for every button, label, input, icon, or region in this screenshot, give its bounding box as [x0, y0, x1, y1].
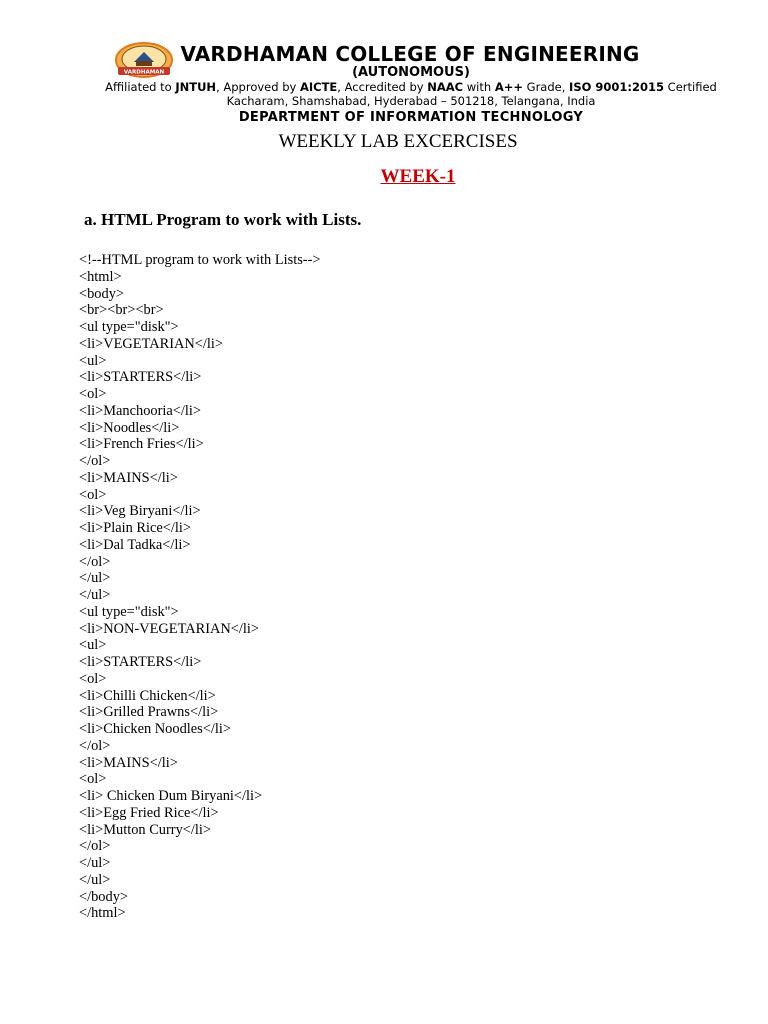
code-line: <ul> [79, 352, 107, 369]
logo-text: VARDHAMAN [123, 69, 165, 76]
affiliation-text: Certified [664, 80, 717, 94]
code-line: </ol> [79, 553, 111, 570]
code-line: <li>Chicken Noodles</li> [79, 721, 231, 737]
affiliation-text: Grade, [523, 80, 570, 94]
affiliation-aicte: AICTE [299, 80, 338, 94]
code-line: <ul type="disk"> [79, 319, 179, 335]
code-line: </ol> [79, 453, 111, 469]
code-line: <li>Chilli Chicken</li> [79, 687, 216, 704]
code-line: <li>NON-VEGETARIAN</li> [79, 620, 259, 637]
code-line: <ul type="disk"> [79, 603, 179, 620]
lab-title: WEEKLY LAB EXCERCISES [278, 131, 518, 152]
code-line: </ol> [79, 737, 111, 754]
week-label: WEEK-1 [380, 166, 456, 187]
affiliation-naac: NAAC [427, 80, 464, 94]
code-line: <ol> [79, 670, 107, 687]
code-line: </html> [79, 905, 126, 922]
affiliation-iso: ISO 9001:2015 [569, 80, 665, 94]
code-line: <li>Plain Rice</li> [79, 520, 192, 536]
affiliation-text: Affiliated to [105, 80, 176, 94]
code-line: <li>Noodles</li> [79, 419, 180, 436]
code-line: </ul> [79, 855, 111, 871]
code-line: <li>Dal Tadka</li> [79, 536, 191, 553]
code-listing [79, 252, 321, 922]
code-line: </ul> [79, 871, 111, 888]
affiliation-text: , Approved by [216, 80, 300, 94]
code-line: <body> [79, 285, 125, 302]
code-line: <ol> [79, 486, 107, 503]
code-line: <li>STARTERS</li> [79, 654, 202, 670]
code-line: <li>STARTERS</li> [79, 369, 202, 386]
code-line: <li>French Fries</li> [79, 436, 204, 453]
code-line: <li>MAINS</li> [79, 469, 178, 486]
affiliation-text: , Accredited by [337, 80, 428, 94]
code-line: <ul> [79, 637, 107, 654]
code-line: <li>Manchooria</li> [79, 402, 201, 419]
code-line: <li>MAINS</li> [79, 754, 178, 771]
code-line: <ol> [79, 771, 107, 788]
code-line: <li>Grilled Prawns</li> [79, 704, 219, 721]
affiliation-jntuh: JNTUH [175, 80, 217, 94]
question-heading: a. HTML Program to work with Lists. [84, 210, 362, 229]
college-address: Kacharam, Shamshabad, Hyderabad – 501218, Telangana, India [226, 94, 596, 108]
code-line: <br><br><br> [79, 302, 164, 319]
code-line: <li>Mutton Curry</li> [79, 821, 212, 838]
code-line: </ul> [79, 570, 111, 587]
code-line: </ol> [79, 838, 111, 855]
code-line: <html> [79, 268, 122, 285]
code-line: </body> [79, 888, 129, 905]
code-line: <li> Chicken Dum Biryani</li> [79, 788, 263, 804]
affiliation-text: with [463, 80, 495, 94]
code-line: <li>Egg Fried Rice</li> [79, 804, 219, 821]
code-line: <ol> [79, 386, 107, 402]
week-heading [0, 166, 768, 188]
autonomous-label: (AUTONOMOUS) [352, 65, 470, 80]
college-name: VARDHAMAN COLLEGE OF ENGINEERING [180, 42, 640, 66]
letterhead [0, 40, 768, 132]
code-line: <!--HTML program to work with Lists--> [79, 252, 321, 268]
code-line: <li>VEGETARIAN</li> [79, 335, 224, 352]
department-name: DEPARTMENT OF INFORMATION TECHNOLOGY [238, 110, 584, 125]
code-line: </ul> [79, 587, 111, 603]
affiliation-line [0, 80, 768, 94]
affiliation-grade: A++ [494, 80, 524, 94]
code-line: <li>Veg Biryani</li> [79, 503, 201, 520]
